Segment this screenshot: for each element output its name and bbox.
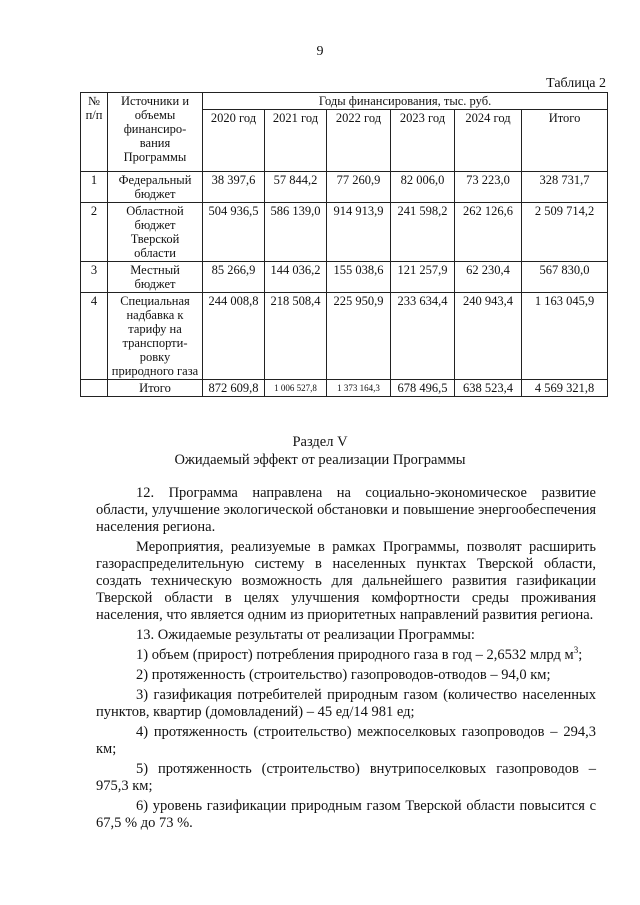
row-value: 85 266,9 xyxy=(203,262,265,293)
result-1 xyxy=(96,647,596,664)
row-number: 1 xyxy=(81,172,108,203)
table-row xyxy=(81,172,608,203)
row-value: 121 257,9 xyxy=(391,262,455,293)
row-source: Местный бюджет xyxy=(108,262,203,293)
row-value: 240 943,4 xyxy=(455,293,522,380)
year-header: 2022 год xyxy=(327,110,391,172)
row-value: 155 038,6 xyxy=(327,262,391,293)
row-value: 225 950,9 xyxy=(327,293,391,380)
row-source: Специальная надбавка к тарифу на транспорти-ровку природного газа xyxy=(108,293,203,380)
table-row xyxy=(81,262,608,293)
row-value: 62 230,4 xyxy=(455,262,522,293)
total-label: Итого xyxy=(108,380,203,397)
row-value: 77 260,9 xyxy=(327,172,391,203)
row-value: 233 634,4 xyxy=(391,293,455,380)
section-title: Раздел V xyxy=(292,434,348,450)
row-value: 914 913,9 xyxy=(327,203,391,262)
row-value: 241 598,2 xyxy=(391,203,455,262)
paragraph-13: 13. Ожидаемые результаты от реализации Программы: xyxy=(136,627,475,643)
section-subtitle: Ожидаемый эффект от реализации Программы xyxy=(174,452,466,468)
grand-total: 4 569 321,8 xyxy=(522,380,608,397)
row-value: 57 844,2 xyxy=(265,172,327,203)
row-value: 144 036,2 xyxy=(265,262,327,293)
result-1-sup: 3 xyxy=(573,645,579,656)
total-value: 638 523,4 xyxy=(455,380,522,397)
row-number: 4 xyxy=(81,293,108,380)
total-value: 1 373 164,3 xyxy=(327,380,391,397)
row-number: 2 xyxy=(81,203,108,262)
table-row xyxy=(81,293,608,380)
row-value: 504 936,5 xyxy=(203,203,265,262)
year-header: 2020 год xyxy=(203,110,265,172)
row-value: 73 223,0 xyxy=(455,172,522,203)
row-value: 82 006,0 xyxy=(391,172,455,203)
row-source: Федеральный бюджет xyxy=(108,172,203,203)
header-number: № п/п xyxy=(81,93,108,172)
result-2: 2) протяженность (строительство) газопроводов-отводов – 94,0 км; xyxy=(136,667,551,683)
row-value: 586 139,0 xyxy=(265,203,327,262)
table-row xyxy=(81,203,608,262)
result-1-end: ; xyxy=(578,647,583,663)
table-header-row xyxy=(81,93,608,110)
row-value: 244 008,8 xyxy=(203,293,265,380)
row-total: 567 830,0 xyxy=(522,262,608,293)
paragraph-12: 12. Программа направлена на социально-экономическое развитие области, улучшение экологической обстановки и повышение энергообеспечения населения региона. xyxy=(96,485,596,535)
total-value: 678 496,5 xyxy=(391,380,455,397)
row-number: 3 xyxy=(81,262,108,293)
result-3: 3) газификация потребителей природным газом (количество населенных пунктов, квартир (домовладений) – 45 ед/14 981 ед; xyxy=(96,687,596,720)
result-4: 4) протяженность (строительство) межпоселковых газопроводов – 294,3 км; xyxy=(96,724,596,757)
total-value: 872 609,8 xyxy=(203,380,265,397)
row-source: Областной бюджет Тверской области xyxy=(108,203,203,262)
header-source: Источники и объемы финансиро-вания Программы xyxy=(108,93,203,172)
table-caption: Таблица 2 xyxy=(546,76,606,91)
result-1-text: 1) объем (прирост) потребления природного газа в год – 2,6532 млрд м xyxy=(136,647,574,663)
paragraph-events: Мероприятия, реализуемые в рамках Программы, позволят расширить газораспределительную систему в населенных пунктах Тверской области, создать техническую возможность для дальнейшего развития газификации Тверской области в целях улучшения комфортности среды проживания населения, что является одним из приоритетных направлений развития региона. xyxy=(96,539,596,623)
row-value: 262 126,6 xyxy=(455,203,522,262)
header-years: Годы финансирования, тыс. руб. xyxy=(203,93,608,110)
financing-table xyxy=(80,92,608,397)
result-6: 6) уровень газификации природным газом Тверской области повысится с 67,5 % до 73 %. xyxy=(96,798,596,831)
row-value: 38 397,6 xyxy=(203,172,265,203)
total-number xyxy=(81,380,108,397)
row-value: 218 508,4 xyxy=(265,293,327,380)
year-header: 2024 год xyxy=(455,110,522,172)
table-total-row xyxy=(81,380,608,397)
year-header: 2023 год xyxy=(391,110,455,172)
body-text xyxy=(96,485,596,832)
result-5: 5) протяженность (строительство) внутрипоселковых газопроводов – 975,3 км; xyxy=(96,761,596,794)
total-header: Итого xyxy=(522,110,608,172)
row-total: 328 731,7 xyxy=(522,172,608,203)
row-total: 1 163 045,9 xyxy=(522,293,608,380)
row-total: 2 509 714,2 xyxy=(522,203,608,262)
year-header: 2021 год xyxy=(265,110,327,172)
total-value: 1 006 527,8 xyxy=(265,380,327,397)
page-number: 9 xyxy=(316,44,324,59)
